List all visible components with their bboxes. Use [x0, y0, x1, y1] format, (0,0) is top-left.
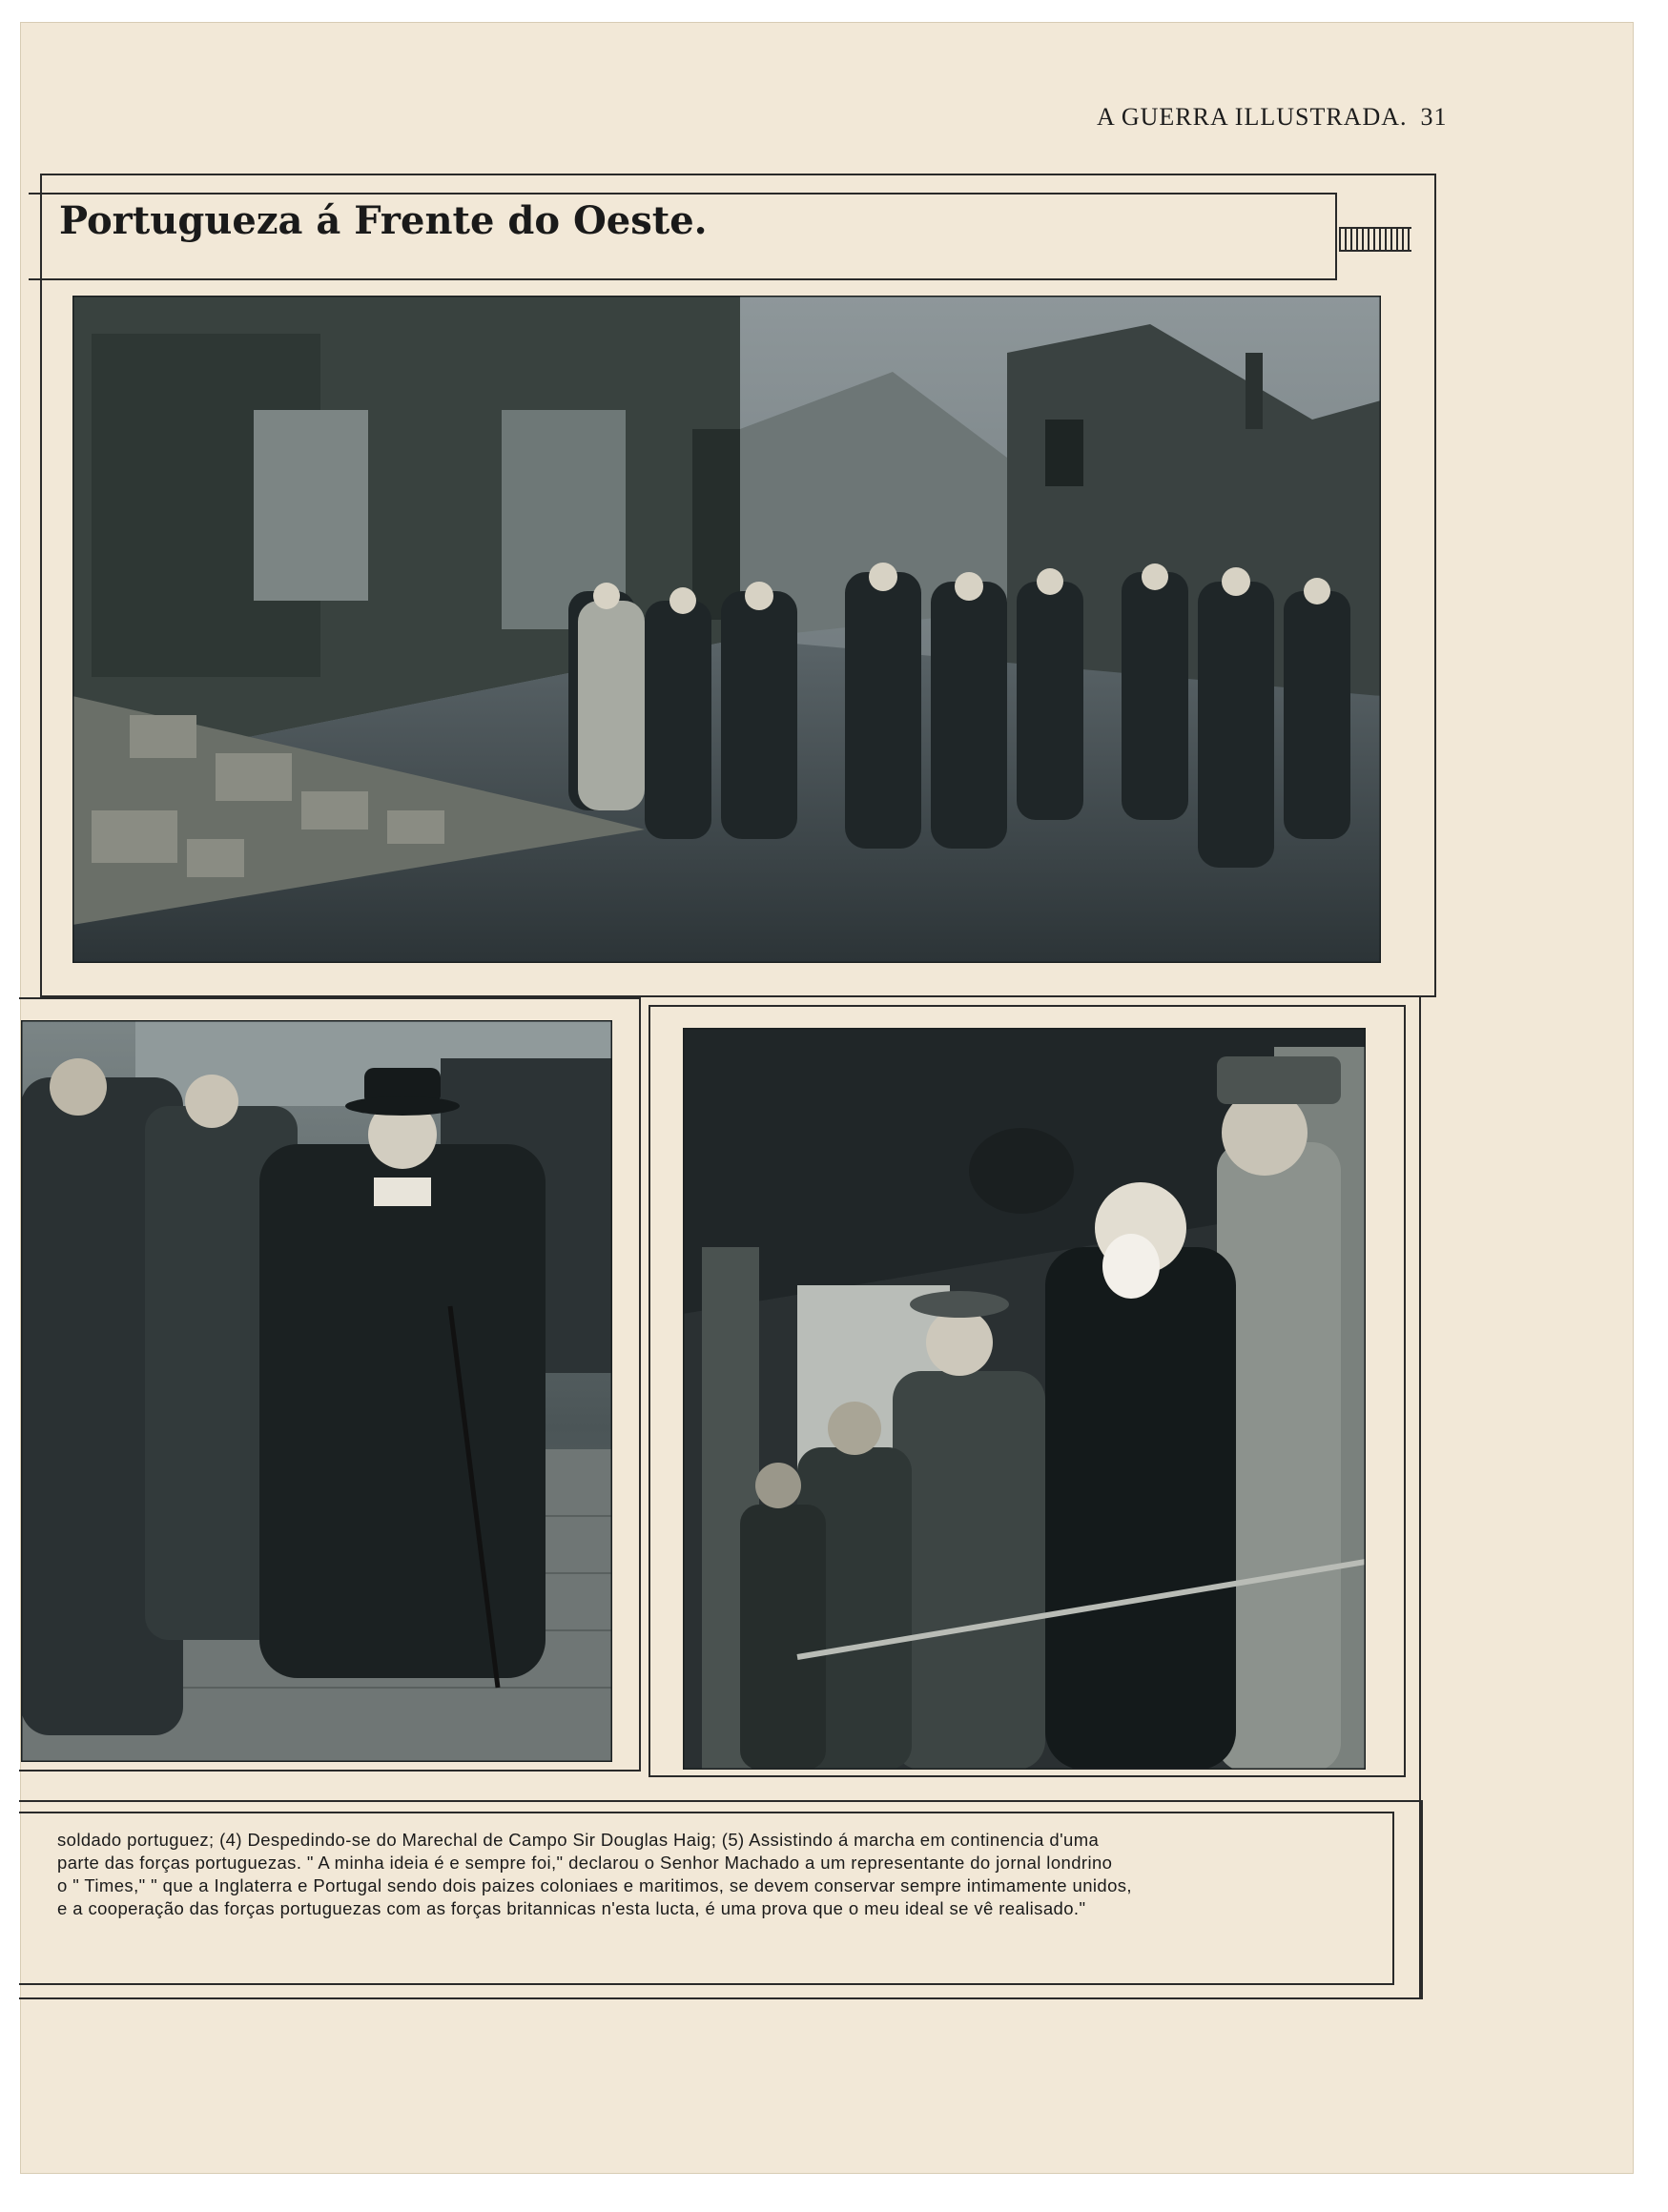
title-ornament: [1339, 227, 1411, 252]
running-header: [1097, 103, 1448, 132]
photo-man-with-officers: [21, 1020, 612, 1762]
article-title: Portugueza á Frente do Oeste.: [59, 198, 708, 243]
photo-review-stand: [683, 1028, 1366, 1770]
caption-line: e a cooperação das forças portuguezas com as forças britannicas n'esta lucta, é uma prova que o meu ideal se vê realisado.": [57, 1898, 1086, 1918]
caption-line: parte das forças portuguezas. " A minha ideia é e sempre foi," declarou o Senhor Machado a um representante do jornal londrino: [57, 1853, 1113, 1873]
running-title: A GUERRA ILLUSTRADA.: [1097, 103, 1408, 131]
photo-street-procession: [72, 296, 1381, 963]
caption-line: soldado portuguez; (4) Despedindo-se do Marechal de Campo Sir Douglas Haig; (5) Assistindo á marcha em continencia d'uma: [57, 1830, 1100, 1850]
caption-line: o " Times," " que a Inglaterra e Portugal sendo dois paizes coloniaes e maritimos, se devem conservar sempre intimamente unidos,: [57, 1875, 1132, 1895]
page-number: 31: [1420, 103, 1448, 131]
photo-caption: [57, 1829, 1364, 1920]
